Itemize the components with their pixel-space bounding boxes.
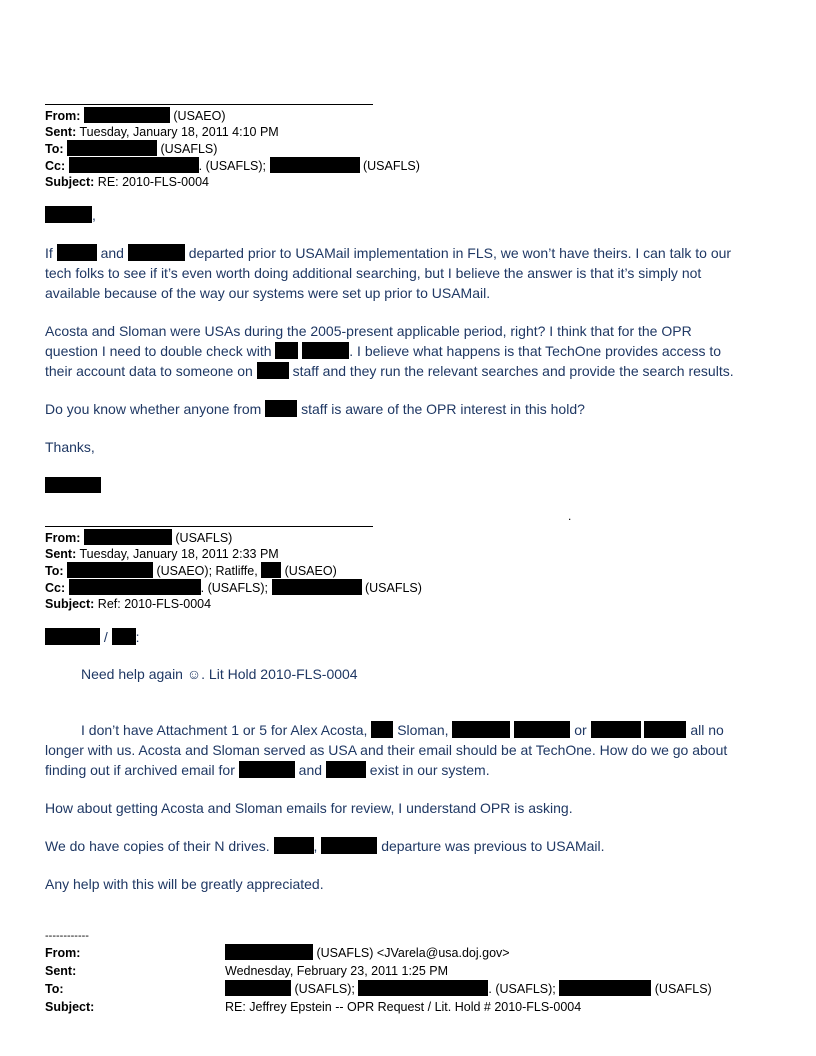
redaction (239, 761, 295, 778)
email2-header (45, 529, 422, 612)
redaction (84, 529, 172, 545)
redaction (84, 107, 170, 123)
redaction (452, 721, 510, 738)
header-rule (45, 526, 373, 527)
email1-paragraph-1: If and departed prior to USAMail implementation in FLS, we won’t have theirs. I can talk to our tech folks to see if it’s even worth doing additional searching, but I believe the answer is that it’s simply not available because of the way our systems were set up prior to USAMail. (45, 245, 732, 301)
to-label: To: (45, 982, 64, 996)
sent-value: Wednesday, February 23, 2011 1:25 PM (225, 964, 449, 978)
cc-row: Cc: . (USAFLS); (USAFLS) (45, 159, 420, 173)
sent-row: Sent: Tuesday, January 18, 2011 4:10 PM (45, 125, 279, 139)
email1-paragraph-3: Do you know whether anyone from staff is aware of the OPR interest in this hold? (45, 401, 585, 417)
redaction (514, 721, 570, 738)
redaction (321, 837, 377, 854)
redaction (358, 980, 488, 996)
redaction (45, 206, 92, 223)
redaction (265, 400, 297, 417)
to-row: To: (USAEO); Ratliffe, (USAEO) (45, 564, 337, 578)
redaction (67, 562, 153, 578)
greeting: / : (45, 627, 140, 647)
redaction (591, 721, 641, 738)
redaction (275, 342, 298, 359)
sent-row: Sent: Tuesday, January 18, 2011 2:33 PM (45, 547, 279, 561)
redaction (302, 342, 349, 359)
closing: Thanks, (45, 439, 95, 455)
redaction (128, 244, 185, 261)
redaction (112, 628, 136, 645)
to-value: (USAFLS); . (USAFLS); (USAFLS) (225, 980, 712, 998)
sent-label: Sent: (45, 964, 77, 978)
subject-value: RE: Jeffrey Epstein -- OPR Request / Lit. Hold # 2010-FLS-0004 (225, 1000, 582, 1014)
email1-header (45, 107, 420, 190)
to-row: To: (USAFLS) (45, 142, 218, 156)
from-value: (USAFLS) <JVarela@usa.doj.gov> (225, 944, 712, 962)
email2-paragraph-3: We do have copies of their N drives. , departure was previous to USAMail. (45, 838, 605, 854)
redaction (69, 157, 199, 173)
email3-header-values (225, 944, 712, 1016)
email2-paragraph-4: Any help with this will be greatly appreciated. (45, 876, 324, 892)
redaction (45, 628, 100, 645)
redaction (326, 761, 366, 778)
redaction (57, 244, 97, 261)
email1-paragraph-2: Acosta and Sloman were USAs during the 2005-present applicable period, right? I think that for the OPR question I need to double check with . I believe what happens is that TechOne provides access to their account data to someone on staff and they run the relevant searches and provide the search results. (45, 323, 734, 379)
redaction (69, 579, 201, 595)
separator-dashes: ------------ (45, 930, 89, 942)
redaction (371, 721, 393, 738)
signature-redaction (45, 477, 101, 493)
subject-row: Subject: RE: 2010-FLS-0004 (45, 175, 209, 189)
help-line: Need help again ☺. Lit Hold 2010-FLS-0004 (81, 666, 358, 682)
stray-mark: . (568, 509, 572, 523)
subject-row: Subject: Ref: 2010-FLS-0004 (45, 597, 212, 611)
redaction (261, 562, 281, 578)
from-row: From: (USAFLS) (45, 531, 233, 545)
redaction (559, 980, 651, 996)
email2-paragraph-2: How about getting Acosta and Sloman emails for review, I understand OPR is asking. (45, 800, 573, 816)
redaction (225, 944, 313, 960)
redaction (67, 140, 157, 156)
subject-label: Subject: (45, 1000, 95, 1014)
redaction (644, 721, 686, 738)
redaction (257, 362, 289, 379)
cc-row: Cc: . (USAFLS); (USAFLS) (45, 581, 422, 595)
from-label: From: (45, 946, 81, 960)
header-rule (45, 104, 373, 105)
email3-header-labels (45, 944, 94, 1016)
redaction (272, 579, 362, 595)
redaction (270, 157, 360, 173)
redaction (225, 980, 291, 996)
greeting: , (45, 205, 96, 225)
from-row: From: (USAEO) (45, 109, 226, 123)
redaction (274, 837, 314, 854)
email2-paragraph-1: I don’t have Attachment 1 or 5 for Alex Acosta, Sloman, or all no longer with us. Acosta and Sloman served as USA and their email should be at TechOne. How do we go about finding out if archived email for and exist in our system. (45, 722, 728, 778)
